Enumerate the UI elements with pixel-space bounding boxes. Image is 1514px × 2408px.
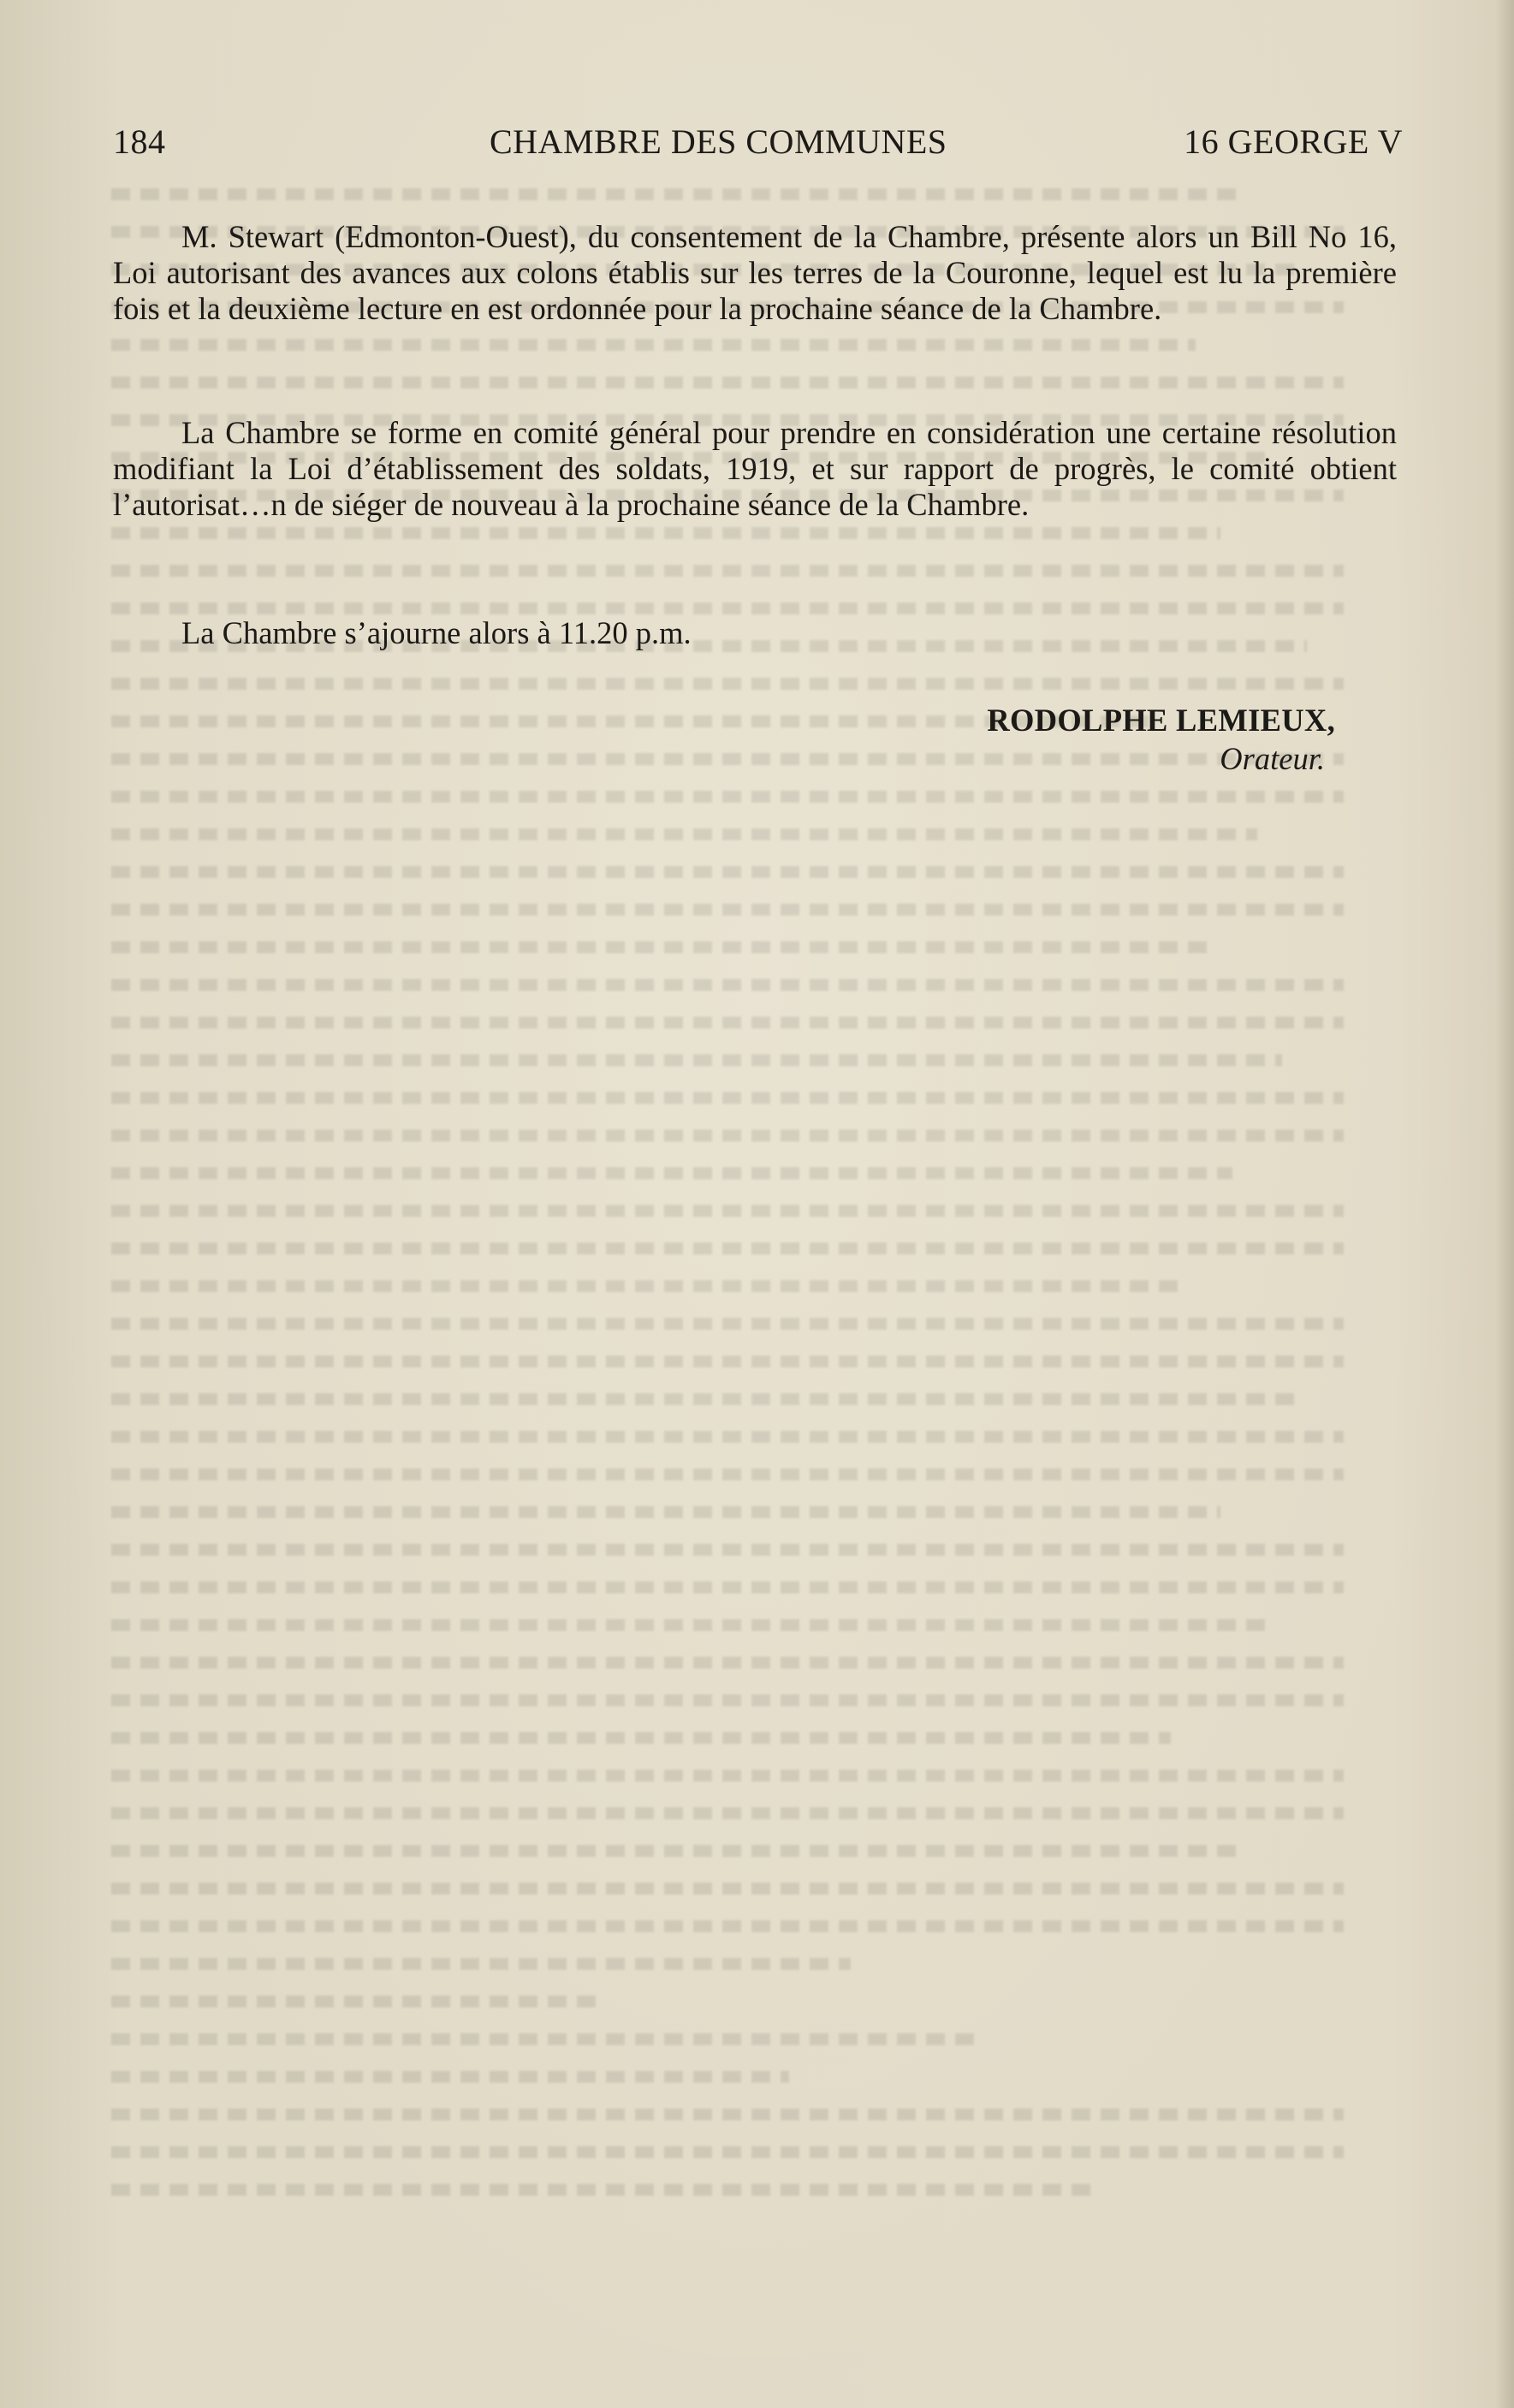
signatory-name: RODOLPHE LEMIEUX, <box>987 703 1335 738</box>
signature-block <box>822 702 1335 777</box>
paragraph-committee: La Chambre se forme en comité général pour prendre en considération une certaine résolution modifiant la Loi d’établissement des soldats, 1919, et sur rapport de progrès, le comité obtient l’autorisat…n de siéger de nouveau à la prochaine séance de la Chambre. <box>113 415 1397 522</box>
header-reign: 16 GEORGE V <box>1184 122 1403 161</box>
page-edge-shadow <box>1495 0 1514 2408</box>
paragraph-bill: M. Stewart (Edmonton-Ouest), du consentement de la Chambre, présente alors un Bill No 16, Loi autorisant des avances aux colons établis sur les terres de la Couronne, lequel est lu la première fois et la deuxième lecture en est ordonnée pour la prochaine séance de la Chambre. <box>113 219 1397 326</box>
paragraph-adjourn: La Chambre s’ajourne alors à 11.20 p.m. <box>181 615 692 650</box>
header-title: CHAMBRE DES COMMUNES <box>490 122 947 161</box>
signatory-role: Orateur. <box>1220 741 1325 776</box>
running-header <box>113 122 1403 164</box>
page-number: 184 <box>113 122 166 161</box>
